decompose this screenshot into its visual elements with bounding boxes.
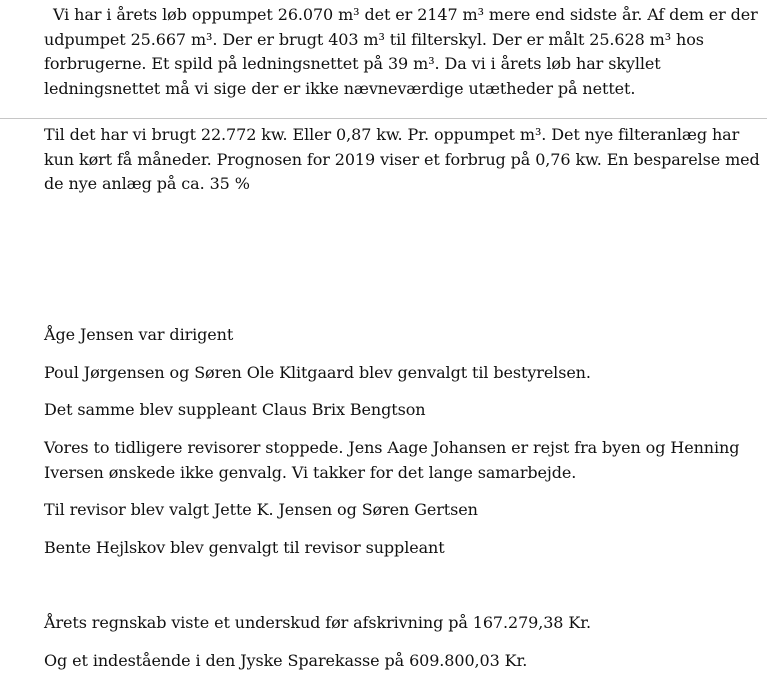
auditors-stopped-paragraph: Vores to tidligere revisorer stoppede. Jens Aage Johansen er rejst fra byen og Henning Iversen ønskede ikke genvalg. Vi takker for det lange samarbejde.: [44, 438, 740, 482]
alternate-paragraph: Det samme blev suppleant Claus Brix Bengtson: [44, 400, 426, 419]
chairman-paragraph: Åge Jensen var dirigent: [44, 325, 234, 344]
energy-report-text: Til det har vi brugt 22.772 kw. Eller 0,87 kw. Pr. oppumpet m³. Det nye filteranlæg har kun kørt få måneder. Prognosen for 2019 viser et forbrug på 0,76 kw. En besparelse med de nye anlæg på ca. 35 %: [44, 125, 760, 193]
auditors-elected-paragraph: Til revisor blev valgt Jette K. Jensen og Søren Gertsen: [44, 500, 478, 519]
accounts-deficit-paragraph: Årets regnskab viste et underskud før afskrivning på 167.279,38 Kr.: [44, 613, 591, 632]
water-report-text: Vi har i årets løb oppumpet 26.070 m³ det er 2147 m³ mere end sidste år. Af dem er der udpumpet 25.667 m³. Der er brugt 403 m³ til filterskyl. Der er målt 25.628 m³ hos forbrugerne. Et spild på ledningsnettet på 39 m³. Da vi i årets løb har skyllet ledningsnettet må vi sige der er ikke nævneværdige utætheder på nettet.: [44, 5, 758, 98]
board-election-paragraph: Poul Jørgensen og Søren Ole Klitgaard blev genvalgt til bestyrelsen.: [44, 363, 591, 382]
energy-report-paragraph: [44, 123, 760, 197]
page-break-line: [0, 118, 767, 119]
auditor-alternate-paragraph: Bente Hejlskov blev genvalgt til revisor suppleant: [44, 538, 445, 557]
bank-balance-paragraph: Og et indestående i den Jyske Sparekasse på 609.800,03 Kr.: [44, 651, 528, 670]
water-report-paragraph: [44, 3, 760, 101]
